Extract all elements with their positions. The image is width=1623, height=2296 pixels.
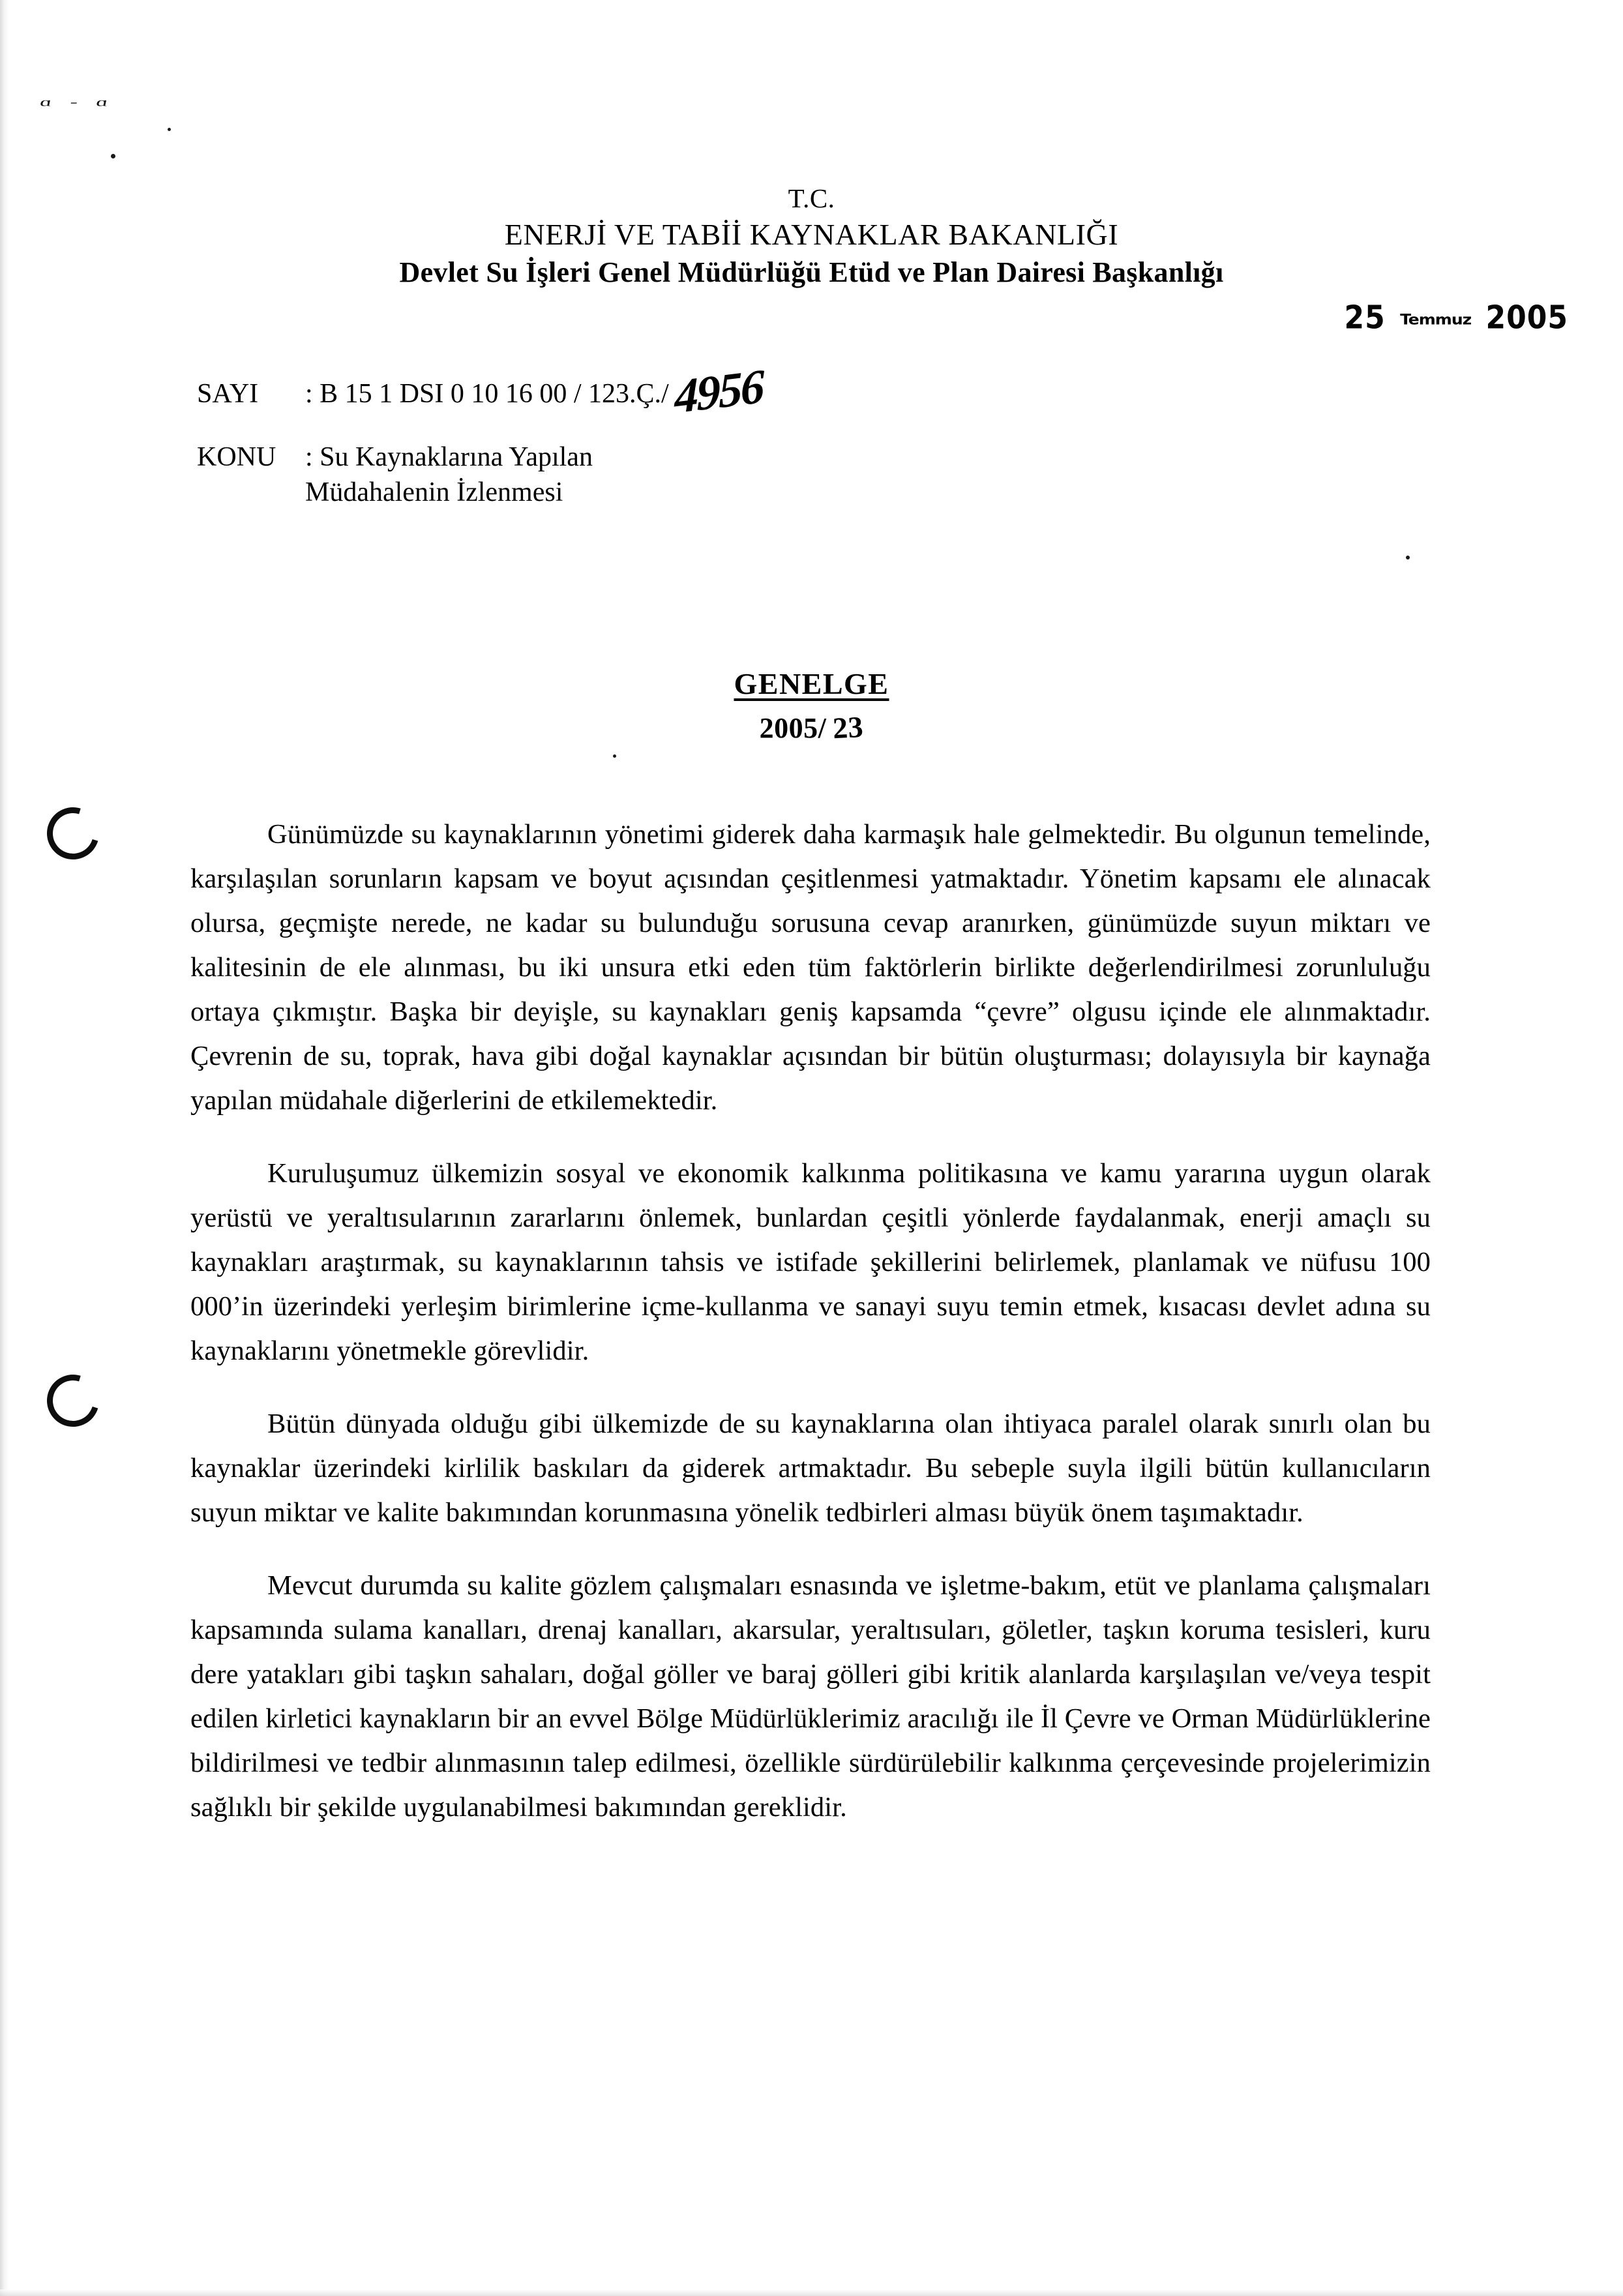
- konu-value-second-line: Müdahalenin İzlenmesi: [305, 477, 563, 507]
- date-stamp-year: 2005: [1485, 299, 1568, 337]
- reference-block: [197, 359, 763, 507]
- konu-label: KONU: [197, 442, 276, 472]
- sayi-label: SAYI: [197, 379, 259, 409]
- circular-title: GENELGE: [734, 667, 889, 700]
- circular-number-printed: 2005/: [759, 712, 827, 744]
- body-paragraph: Kuruluşumuz ülkemizin sosyal ve ekonomik kalkınma politikasına ve kamu yararına uygun olarak yerüstü ve yeraltısularının zararlarını önlemek, bunlardan çeşitli yönlerde faydalanmak, enerji amaçlı su kaynakları araştırmak, su kaynaklarının tahsis ve istifade şekillerini belirlemek, planlamak ve nüfusu 100 000’in üzerindeki yerleşim birimlerine içme-kullanma ve sanayi suyu temin etmek, kısacası devlet adına su kaynaklarını yönetmekle görevlidir.: [190, 1158, 1431, 1366]
- scan-edge-shadow: [0, 0, 9, 2296]
- circular-number: [0, 710, 1623, 745]
- date-stamp-day: 25: [1344, 299, 1386, 337]
- circular-title-block: [0, 666, 1623, 745]
- body-paragraph: Bütün dünyada olduğu gibi ülkemizde de su kaynaklarına olan ihtiyaca paralel olarak sınırlı olan bu kaynaklar üzerindeki kirlilik baskıları da giderek artmaktadır. Bu sebeple suyla ilgili bütün kullanıcıların suyun miktar ve kalite bakımından korunmasına yönelik tedbirleri alması büyük önem taşımaktadır.: [190, 1409, 1431, 1528]
- binder-ring-mark-lower: [38, 1365, 108, 1436]
- konu-value: : Su Kaynaklarına Yapılan: [305, 442, 593, 472]
- date-stamp-month: Temmuz: [1400, 310, 1472, 328]
- document-body: [190, 813, 1431, 1830]
- sayi-handwritten-number: 4956: [674, 359, 763, 425]
- handwritten-scribble-annotation: ɑ - ɑ: [38, 95, 116, 110]
- letterhead: [0, 184, 1623, 290]
- binder-ring-mark-upper: [38, 798, 108, 869]
- letterhead-republic-line: T.C.: [788, 183, 835, 213]
- scan-speckle: [168, 128, 171, 131]
- date-stamp: [1345, 299, 1569, 336]
- scan-bottom-shadow: [0, 2289, 1623, 2296]
- letterhead-ministry-line: ENERJİ VE TABİİ KAYNAKLAR BAKANLIĞI: [504, 217, 1119, 251]
- sayi-value: : B 15 1 DSI 0 10 16 00 / 123.Ç./: [305, 379, 669, 409]
- scan-speckle: [613, 754, 616, 758]
- body-paragraph: Günümüzde su kaynaklarının yönetimi giderek daha karmaşık hale gelmektedir. Bu olgunun temelinde, karşılaşılan sorunların kapsam ve boyut açısından çeşitlenmesi yatmaktadır. Yönetim kapsamı ele alınacak olursa, geçmişte nerede, ne kadar su bulunduğu sorusuna cevap aranırken, günümüzde suyun miktarı ve kalitesinin de ele alınması, bu iki unsura etki eden tüm faktörlerin birlikte değerlendirilmesi zorunluluğu ortaya çıkmıştır. Başka bir deyişle, su kaynakları geniş kapsamda “çevre” olgusu içinde ele alınmaktadır. Çevrenin de su, toprak, hava gibi doğal kaynaklar açısından bir bütün oluşturması; dolayısıyla bir kaynağa yapılan müdahale diğerlerini de etkilemektedir.: [190, 819, 1431, 1116]
- circular-number-handwritten: 23: [832, 709, 865, 745]
- scan-speckle: [111, 154, 115, 158]
- scan-speckle: [1406, 556, 1410, 559]
- letterhead-department-line: Devlet Su İşleri Genel Müdürlüğü Etüd ve Plan Dairesi Başkanlığı: [399, 256, 1224, 289]
- reference-row-konu: [197, 443, 763, 471]
- body-paragraph: Mevcut durumda su kalite gözlem çalışmaları esnasında ve işletme-bakım, etüt ve planlama çalışmaları kapsamında sulama kanalları, drenaj kanalları, akarsular, yeraltısuları, göletler, taşkın koruma tesisleri, kuru dere yatakları gibi taşkın sahaları, doğal göller ve baraj gölleri gibi kritik alanlarda karşılaşılan ve/veya tespit edilen kirletici kaynakların bir an evvel Bölge Müdürlüklerimiz aracılığı ile İl Çevre ve Orman Müdürlüklerine bildirilmesi ve tedbir alınmasının talep edilmesi, özellikle sürdürülebilir kalkınma çerçevesinde projelerimizin sağlıklı bir şekilde uygulanabilmesi bakımından gereklidir.: [190, 1570, 1431, 1823]
- reference-row-sayi: [197, 359, 763, 425]
